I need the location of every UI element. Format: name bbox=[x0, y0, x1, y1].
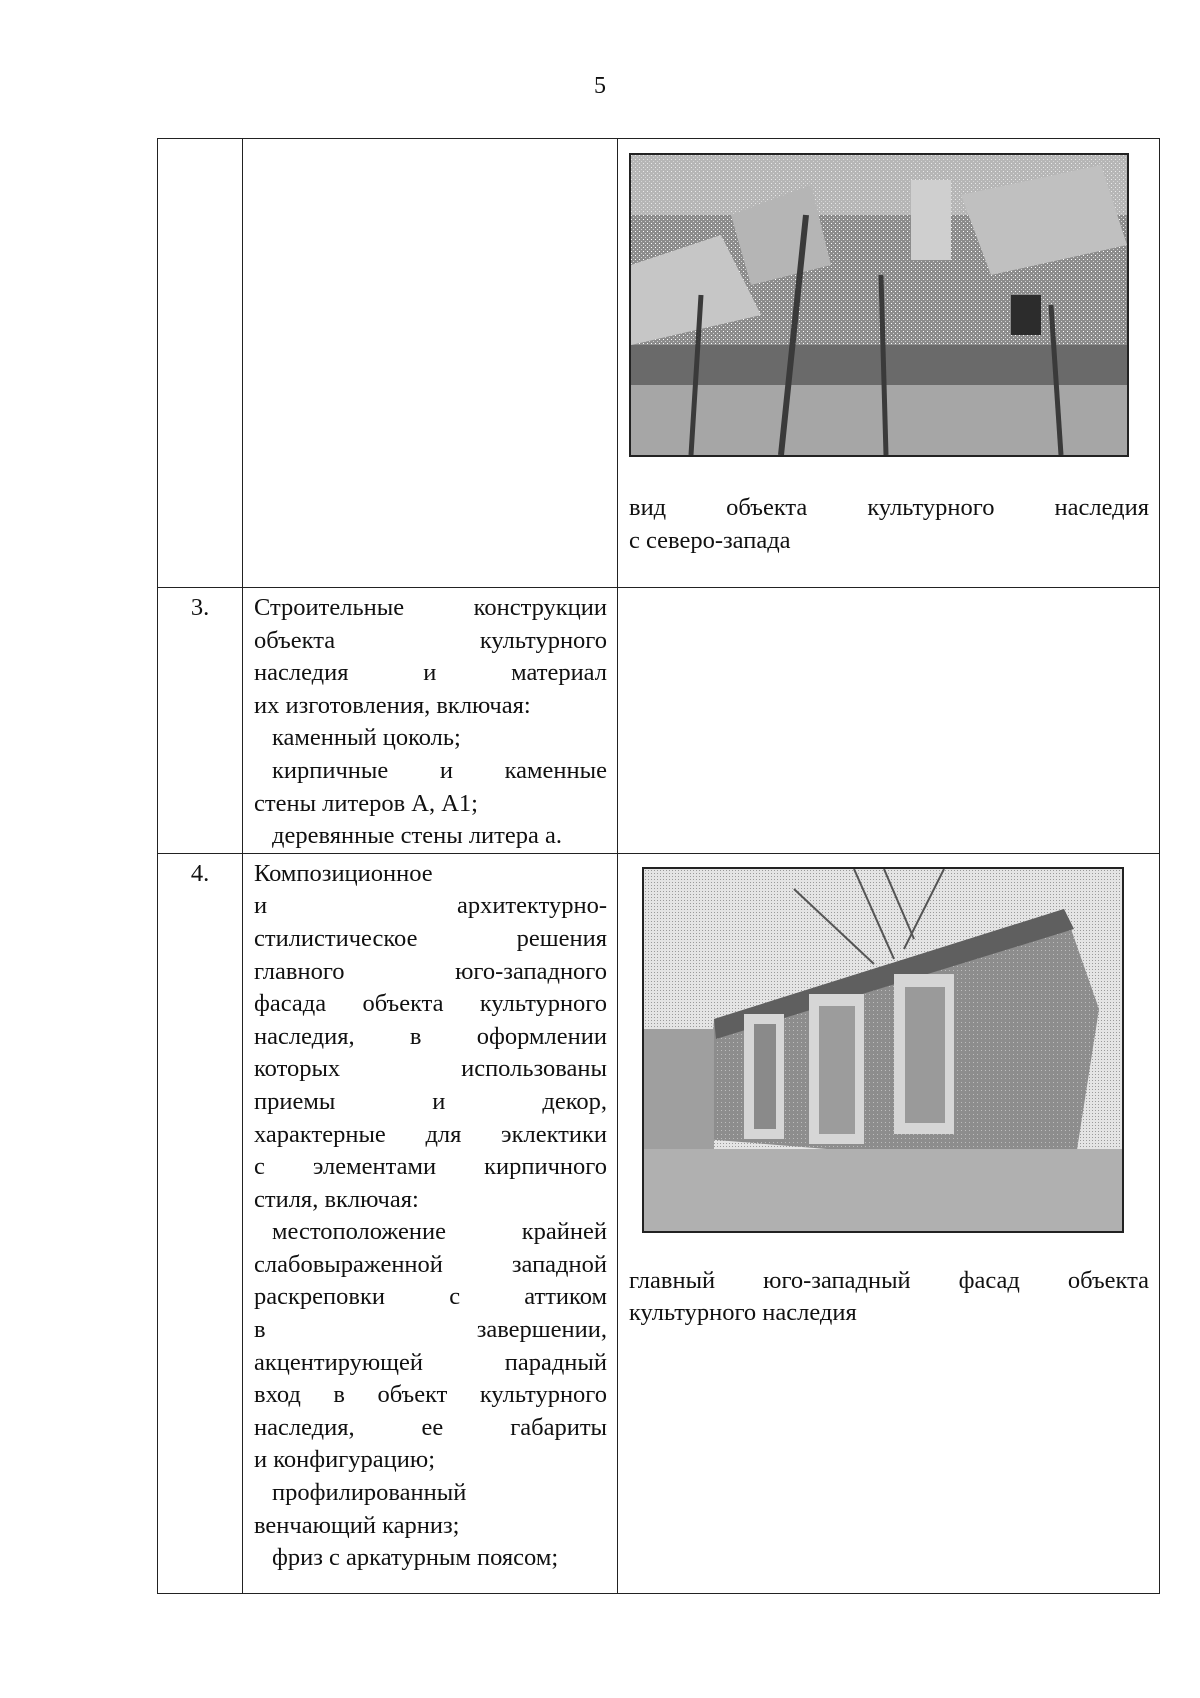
heritage-elements-table bbox=[157, 138, 1160, 1594]
description-line: слабовыраженной западной bbox=[254, 1250, 607, 1278]
page-number: 5 bbox=[594, 73, 606, 99]
description-line: каменный цоколь; bbox=[272, 724, 461, 752]
photo-cell bbox=[618, 853, 1160, 1593]
photo-caption-line: культурного наследия bbox=[629, 1299, 857, 1327]
row-number-cell bbox=[158, 139, 243, 588]
photo-southwest-facade bbox=[642, 867, 1124, 1233]
description-line: их изготовления, включая: bbox=[254, 691, 531, 719]
description-line: главного юго-западного bbox=[254, 957, 607, 985]
description-line: наследия, ее габариты bbox=[254, 1413, 607, 1441]
description-line: вход в объект культурного bbox=[254, 1381, 607, 1409]
description-line: фасада объекта культурного bbox=[254, 990, 607, 1018]
description-line: фриз с аркатурным поясом; bbox=[272, 1544, 559, 1572]
building-northwest-image bbox=[631, 155, 1127, 455]
photo-cell bbox=[618, 139, 1160, 588]
building-facade-image bbox=[644, 869, 1122, 1231]
table-row bbox=[158, 853, 1160, 1593]
description-cell bbox=[243, 139, 618, 588]
description-line: профилированный bbox=[272, 1479, 467, 1507]
description-line: местоположение крайней bbox=[272, 1218, 607, 1246]
description-line: и архитектурно- bbox=[254, 892, 607, 920]
table-row bbox=[158, 139, 1160, 588]
description-line: венчающий карниз; bbox=[254, 1511, 460, 1539]
photo-northwest-view bbox=[629, 153, 1129, 457]
description-cell bbox=[243, 588, 618, 854]
description-line: с элементами кирпичного bbox=[254, 1153, 607, 1181]
description-line: акцентирующей парадный bbox=[254, 1348, 607, 1376]
photo-cell bbox=[618, 588, 1160, 854]
description-line: раскреповки с аттиком bbox=[254, 1283, 607, 1311]
description-cell bbox=[243, 853, 618, 1593]
description-line: наследия, в оформлении bbox=[254, 1022, 607, 1050]
description-line: стены литеров А, А1; bbox=[254, 789, 478, 817]
description-line: и конфигурацию; bbox=[254, 1446, 435, 1474]
description-line: характерные для эклектики bbox=[254, 1120, 607, 1148]
description-line: Строительные конструкции bbox=[254, 594, 607, 621]
photo-caption-line: с северо-запада bbox=[629, 526, 791, 554]
photo-caption-line: главный юго-западный фасад объекта bbox=[629, 1266, 1149, 1294]
description-line: которых использованы bbox=[254, 1055, 607, 1083]
row-number-cell: 4. bbox=[158, 853, 243, 1593]
description-line: кирпичные и каменные bbox=[272, 756, 607, 784]
photo-caption-line: вид объекта культурного наследия bbox=[629, 494, 1149, 521]
description-line: деревянные стены литера а. bbox=[272, 822, 562, 850]
description-line: объекта культурного bbox=[254, 626, 607, 654]
row-number-cell: 3. bbox=[158, 588, 243, 854]
description-line: стилистическое решения bbox=[254, 924, 607, 952]
description-line: наследия и материал bbox=[254, 659, 607, 687]
table-row bbox=[158, 588, 1160, 854]
description-line: в завершении, bbox=[254, 1316, 607, 1344]
description-line: Композиционное bbox=[254, 859, 433, 887]
description-line: приемы и декор, bbox=[254, 1087, 607, 1115]
description-line: стиля, включая: bbox=[254, 1185, 419, 1213]
